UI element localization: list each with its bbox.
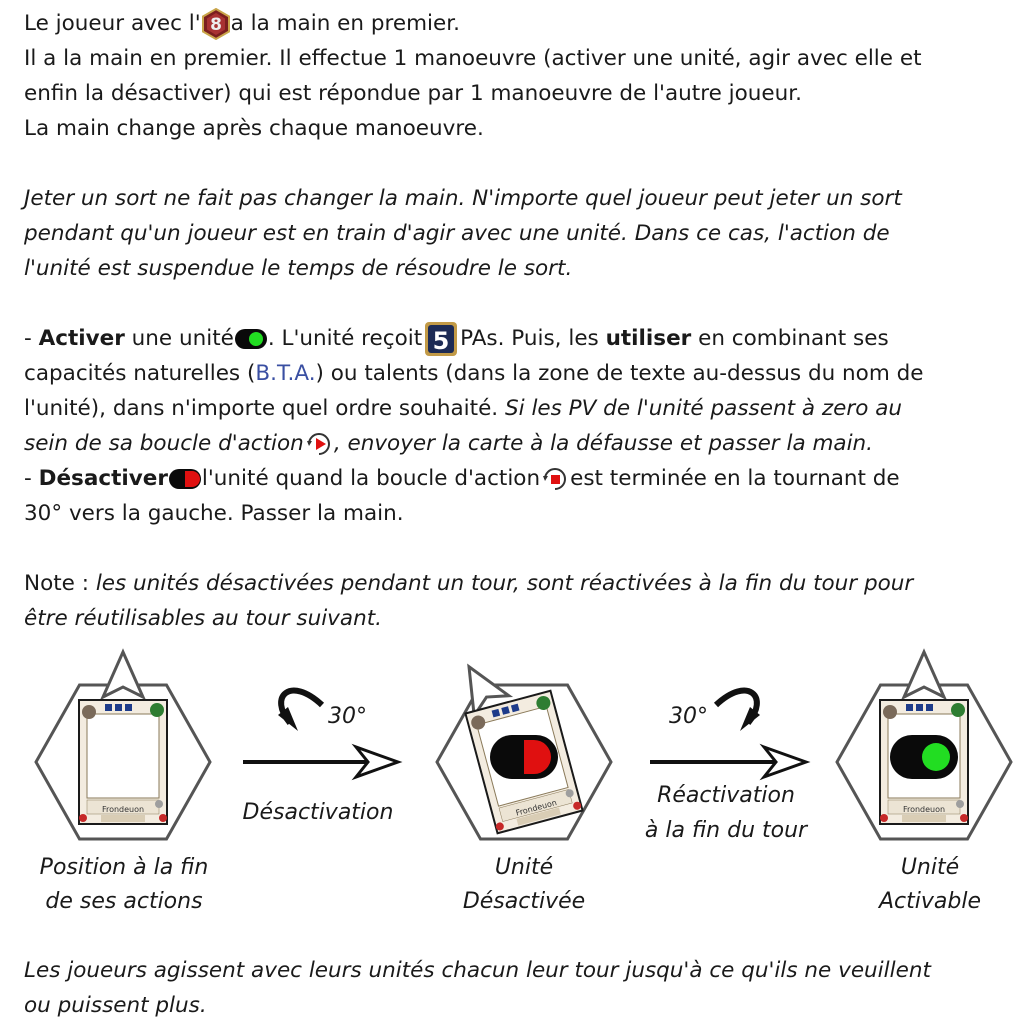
card-name-1: Frondeuon bbox=[101, 805, 145, 814]
utiliser-keyword: utiliser bbox=[605, 326, 692, 351]
activation-toggle-icon bbox=[234, 328, 268, 350]
deactivation-label: Désactivation bbox=[242, 800, 394, 825]
paragraph-4-line-2: être réutilisables au tour suivant. bbox=[24, 606, 382, 631]
activable-toggle-large bbox=[890, 735, 958, 779]
reactivation-label: Réactivation bbox=[657, 783, 795, 808]
paragraph-3-line-4 bbox=[24, 426, 1009, 461]
text-span: , envoyer la carte à la défausse et passer la main. bbox=[333, 431, 874, 456]
svg-text:8: 8 bbox=[209, 15, 222, 35]
text-span: PAs. Puis, les bbox=[460, 326, 606, 351]
text-span: l'unité), dans n'importe quel ordre souhaité. bbox=[24, 396, 505, 421]
text-span: une unité bbox=[124, 326, 234, 351]
action-loop-stop-icon bbox=[540, 464, 570, 494]
text-span: capacités naturelles ( bbox=[24, 361, 256, 386]
text-span: a la main en premier. bbox=[230, 11, 460, 36]
paragraph-1-line-4: La main change après chaque manoeuvre. bbox=[24, 116, 484, 141]
card-name-2: Frondeuon bbox=[514, 798, 558, 818]
paragraph-4-line-1 bbox=[24, 566, 1009, 601]
action-points-value: 5 bbox=[432, 327, 450, 355]
deactivation-arrow bbox=[243, 691, 398, 777]
card-1 bbox=[79, 700, 167, 824]
orientation-arrow-1 bbox=[103, 652, 143, 697]
caption-3-line-2: Activable bbox=[879, 889, 981, 914]
caption-2-line-2: Désactivée bbox=[462, 889, 586, 914]
paragraph-3-line-5 bbox=[24, 461, 1009, 496]
text-span: - bbox=[24, 466, 39, 491]
orientation-arrow-3 bbox=[904, 652, 944, 697]
caption-3-line-1: Unité bbox=[900, 855, 960, 880]
paragraph-1-line-3: enfin la désactiver) qui est répondue par 1 manoeuvre de l'autre joueur. bbox=[24, 81, 802, 106]
text-span: ) ou talents (dans la zone de texte au-dessus du nom de bbox=[315, 361, 924, 386]
text-span: est terminée en la tournant de bbox=[570, 466, 900, 491]
angle-right-label: 30° bbox=[669, 704, 708, 729]
paragraph-3-line-1 bbox=[24, 321, 1009, 357]
paragraph-1-line-1 bbox=[24, 6, 1009, 41]
activer-keyword: Activer bbox=[38, 326, 125, 351]
bta-link[interactable]: B.T.A. bbox=[255, 361, 316, 386]
note-label: Note : bbox=[24, 571, 96, 596]
deactivated-toggle-large bbox=[490, 735, 558, 779]
text-span: les unités désactivées pendant un tour, sont réactivées à la fin du tour pour bbox=[95, 571, 914, 596]
text-span: Si les PV de l'unité passent à zero au bbox=[504, 396, 902, 421]
reactivation-sublabel: à la fin du tour bbox=[644, 818, 808, 843]
paragraph-3-line-6: 30° vers la gauche. Passer la main. bbox=[24, 501, 404, 526]
caption-1-line-2: de ses actions bbox=[45, 889, 203, 914]
paragraph-2-line-1: Jeter un sort ne fait pas changer la main. N'importe quel joueur peut jeter un sort bbox=[24, 186, 902, 211]
text-span: . L'unité reçoit bbox=[267, 326, 423, 351]
desactiver-keyword: Désactiver bbox=[38, 466, 168, 491]
action-loop-play-icon bbox=[304, 429, 334, 459]
card-name-3: Frondeuon bbox=[902, 805, 946, 814]
deactivation-toggle-icon bbox=[168, 468, 202, 490]
caption-2-line-1: Unité bbox=[494, 855, 554, 880]
paragraph-3-line-3 bbox=[24, 391, 1009, 426]
angle-left-label: 30° bbox=[328, 704, 367, 729]
action-points-icon bbox=[424, 321, 458, 357]
text-span: en combinant ses bbox=[691, 326, 889, 351]
footer-line-1: Les joueurs agissent avec leurs unités chacun leur tour jusqu'à ce qu'ils ne veuillent bbox=[24, 958, 931, 983]
paragraph-3-line-2 bbox=[24, 356, 1009, 391]
caption-1 bbox=[0, 851, 248, 919]
card-2-group bbox=[437, 657, 611, 839]
card-1-group bbox=[36, 652, 210, 839]
text-span: Le joueur avec l' bbox=[24, 11, 201, 36]
text-span: l'unité quand la boucle d'action bbox=[201, 466, 541, 491]
caption-3 bbox=[830, 851, 1024, 919]
text-span: sein de sa boucle d'action bbox=[24, 431, 304, 456]
first-player-token-icon bbox=[202, 8, 230, 40]
caption-1-line-1: Position à la fin bbox=[39, 855, 209, 880]
text-span: - bbox=[24, 326, 39, 351]
caption-2 bbox=[424, 851, 624, 919]
footer-line-2: ou puissent plus. bbox=[24, 993, 207, 1018]
paragraph-1-line-2: Il a la main en premier. Il effectue 1 manoeuvre (activer une unité, agir avec elle et bbox=[24, 46, 922, 71]
card-3-group bbox=[837, 652, 1011, 839]
paragraph-2-line-2: pendant qu'un joueur est en train d'agir avec une unité. Dans ce cas, l'action de bbox=[24, 221, 890, 246]
paragraph-2-line-3: l'unité est suspendue le temps de résoudre le sort. bbox=[24, 256, 573, 281]
